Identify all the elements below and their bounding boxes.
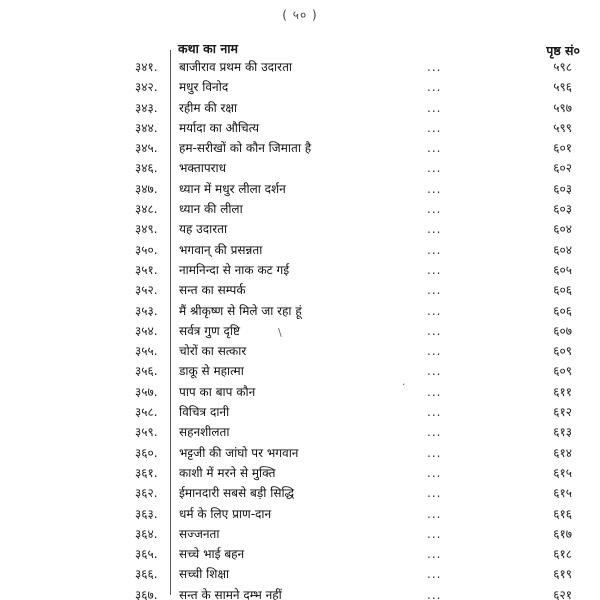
story-title: सज्जनता [179, 526, 220, 541]
leader-dots: ... [427, 344, 442, 359]
story-title: भट्टजी की जांघो पर भगवान [179, 445, 299, 460]
story-number: ३४३. [135, 100, 158, 115]
story-page-number: ६०२ [553, 161, 572, 176]
story-title: मर्यादा का औचित्य [179, 120, 260, 135]
story-page-number: ६०१ [553, 141, 572, 156]
story-page-number: ६०९ [553, 344, 572, 359]
story-number: ३४८. [135, 202, 158, 217]
leader-dots: ... [427, 120, 442, 135]
leader-dots: ... [427, 100, 442, 115]
story-number: ३६५. [135, 547, 158, 562]
story-title: ध्यान में मधुर लीला दर्शन [179, 181, 286, 196]
index-row [0, 301, 600, 321]
story-page-number: ६०३ [553, 202, 572, 217]
story-title: सन्त के सामने दम्भ नहीं [179, 587, 282, 600]
leader-dots: ... [427, 364, 442, 379]
story-number: ३५३. [135, 303, 158, 318]
story-page-number: ६१८ [553, 547, 572, 562]
leader-dots: ... [427, 222, 442, 237]
story-title: रहीम की रक्षा [179, 100, 238, 115]
story-page-number: ५९७ [553, 100, 572, 115]
story-page-number: ६१२ [553, 405, 572, 420]
story-title: हम-सरीखों को कौन जिमाता है [179, 141, 312, 156]
leader-dots: ... [427, 567, 442, 582]
leader-dots: ... [427, 80, 442, 95]
index-row [0, 422, 600, 442]
index-row [0, 219, 600, 239]
index-row [0, 585, 600, 600]
index-row [0, 199, 600, 219]
story-page-number: ५९८ [553, 60, 572, 74]
leader-dots: ... [427, 141, 442, 156]
index-row [0, 138, 600, 158]
story-number: ३५०. [135, 242, 158, 257]
index-row [0, 402, 600, 422]
leader-dots: ... [427, 486, 442, 501]
story-page-number: ५९९ [553, 120, 572, 135]
ink-speck-mark: · [402, 378, 406, 391]
story-page-number: ६०३ [553, 181, 572, 196]
leader-dots: ... [427, 323, 442, 338]
index-row [0, 98, 600, 118]
page-number: ( ५० ) [282, 8, 318, 22]
story-title: मधुर विनोद [179, 80, 229, 95]
story-title: यह उदारता [179, 222, 228, 237]
leader-dots: ... [427, 445, 442, 460]
story-title: धर्म के लिए प्राण-दान [179, 506, 272, 521]
index-row [0, 361, 600, 381]
story-title: पाप का बाप कौन [179, 384, 256, 399]
story-title: सहनशीलता [179, 425, 230, 440]
story-number: ३५७. [135, 384, 158, 399]
story-number: ३४७. [135, 181, 158, 196]
story-number: ३६१. [135, 465, 158, 480]
story-title: काशी में मरने से मुक्ति [179, 465, 276, 480]
story-title: नामनिन्दा से नाक कट गई [179, 262, 290, 277]
story-number: ३४१. [135, 60, 158, 74]
story-number: ३४४. [135, 120, 158, 135]
story-title: भगवान् की प्रसन्नता [179, 242, 263, 257]
leader-dots: ... [427, 283, 442, 298]
story-title: ईमानदारी सबसे बड़ी सिद्धि [179, 486, 295, 501]
story-title: सन्त का सम्पर्क [179, 283, 246, 298]
index-row [0, 382, 600, 402]
leader-dots: ... [427, 202, 442, 217]
story-number: ३६४. [135, 526, 158, 541]
index-row [0, 544, 600, 564]
story-page-number: ६२१ [553, 587, 572, 600]
story-page-number: ६१४ [553, 445, 572, 460]
index-row [0, 341, 600, 361]
index-header [0, 40, 600, 58]
leader-dots: ... [427, 425, 442, 440]
story-page-number: ६१५ [553, 465, 572, 480]
story-number: ३६७. [135, 587, 158, 600]
story-page-number: ६१५ [553, 486, 572, 501]
leader-dots: ... [427, 303, 442, 318]
story-title: बाजीराव प्रथम की उदारता [179, 60, 293, 74]
index-row [0, 321, 600, 341]
story-number: ३५९. [135, 425, 158, 440]
index-row [0, 240, 600, 260]
story-number: ३५५. [135, 344, 158, 359]
story-number: ३६३. [135, 506, 158, 521]
leader-dots: ... [427, 587, 442, 600]
leader-dots: ... [427, 161, 442, 176]
story-number: ३६२. [135, 486, 158, 501]
story-number: ३५६. [135, 364, 158, 379]
story-page-number: ६०४ [553, 242, 572, 257]
story-title: मैं श्रीकृष्ण से मिले जा रहा हूं [179, 303, 302, 318]
story-title: सच्ची शिक्षा [179, 567, 230, 582]
story-page-number: ६०५ [553, 262, 572, 277]
story-page-number: ६१७ [553, 526, 572, 541]
story-number: ३४६. [135, 161, 158, 176]
index-row [0, 524, 600, 544]
story-title: विचित्र दानी [179, 405, 230, 420]
index-row [0, 118, 600, 138]
index-row [0, 280, 600, 300]
story-page-number: ६०६ [553, 303, 572, 318]
index-row [0, 504, 600, 524]
leader-dots: ... [427, 547, 442, 562]
page-number-column-header: पृष्ठ सं० [546, 43, 580, 58]
story-title: ध्यान की लीला [179, 202, 243, 217]
leader-dots: ... [427, 181, 442, 196]
story-page-number: ५९६ [553, 80, 572, 95]
story-title: भक्तापराध [179, 161, 227, 176]
story-number: ३५२. [135, 283, 158, 298]
story-name-column-header: कथा का नाम [178, 41, 239, 56]
story-number: ३५४. [135, 323, 158, 338]
story-page-number: ६०४ [553, 222, 572, 237]
index-row [0, 77, 600, 97]
story-title: डाकू से महात्मा [179, 364, 244, 379]
story-title: सर्वत्र गुण दृष्टि [179, 323, 240, 338]
leader-dots: ... [427, 506, 442, 521]
leader-dots: ... [427, 465, 442, 480]
leader-dots: ... [427, 526, 442, 541]
story-page-number: ६०९ [553, 364, 572, 379]
story-page-number: ६१९ [553, 567, 572, 582]
story-page-number: ६०७ [553, 323, 572, 338]
index-list [0, 57, 600, 600]
story-number: ३६०. [135, 445, 158, 460]
index-row [0, 483, 600, 503]
story-page-number: ६११ [553, 384, 572, 399]
story-title: सच्चे भाई बहन [179, 547, 245, 562]
index-row [0, 57, 600, 77]
story-page-number: ६१३ [553, 425, 572, 440]
index-row [0, 443, 600, 463]
leader-dots: ... [427, 262, 442, 277]
index-row [0, 564, 600, 584]
pen-stroke-mark: \ [278, 326, 282, 339]
index-row [0, 463, 600, 483]
story-title: चोरों का सत्कार [179, 344, 247, 359]
leader-dots: ... [427, 384, 442, 399]
leader-dots: ... [427, 405, 442, 420]
index-row [0, 179, 600, 199]
leader-dots: ... [427, 242, 442, 257]
story-page-number: ६१६ [553, 506, 572, 521]
story-number: ३५८. [135, 405, 158, 420]
story-number: ३६६. [135, 567, 158, 582]
story-number: ३४९. [135, 222, 158, 237]
story-number: ३५१. [135, 262, 158, 277]
story-number: ३४५. [135, 141, 158, 156]
leader-dots: ... [427, 60, 442, 74]
story-number: ३४२. [135, 80, 158, 95]
index-row [0, 260, 600, 280]
story-page-number: ६०६ [553, 283, 572, 298]
index-row [0, 158, 600, 178]
